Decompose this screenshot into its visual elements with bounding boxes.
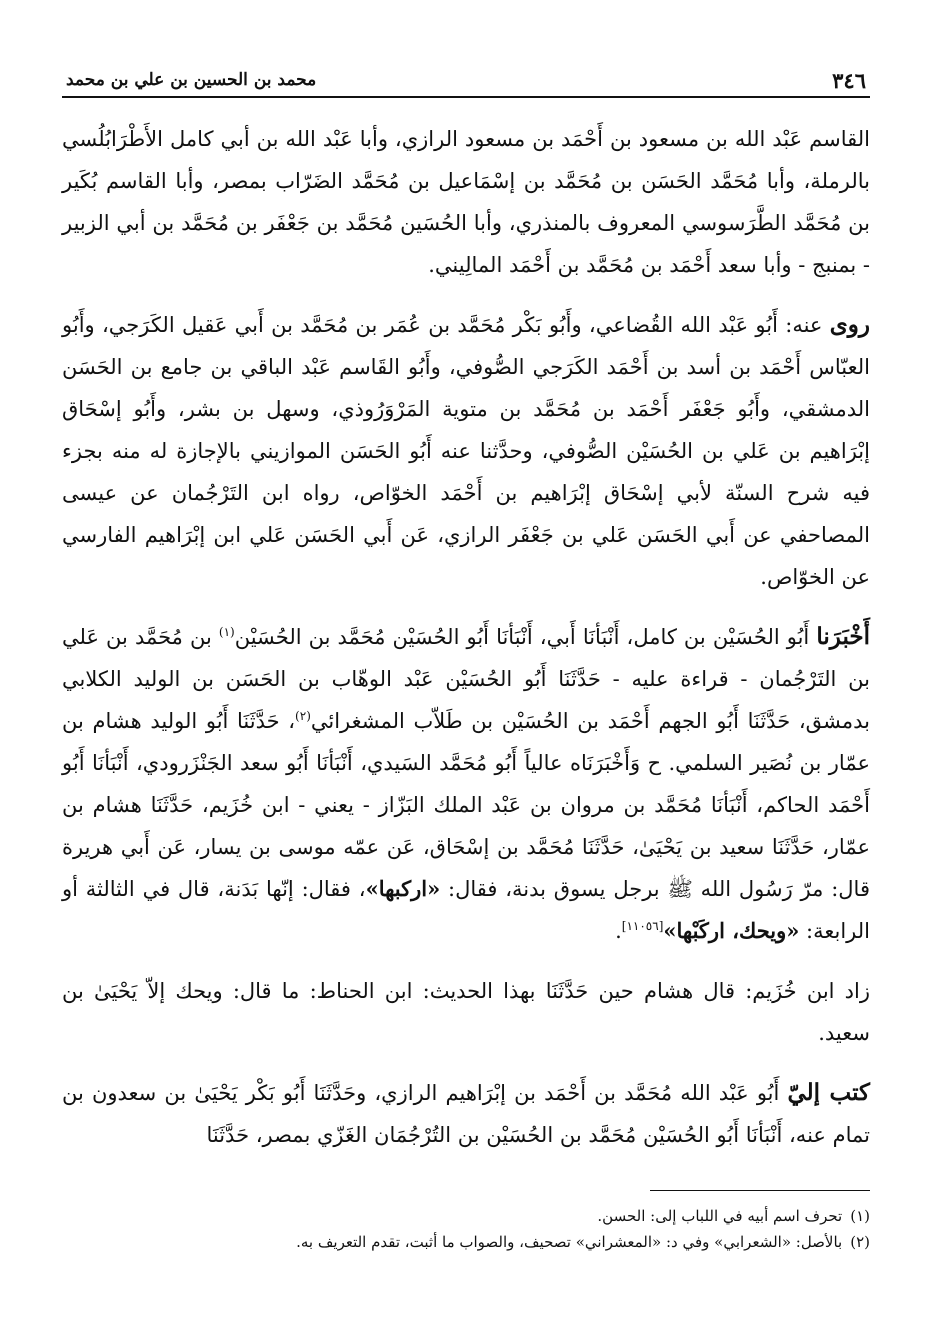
hadith-number: [١١٠٥٦] (621, 919, 664, 933)
paragraph-3-text-a: أَبُو الحُسَيْن بن كامل، أَنْبَأنَا أَبي، أَنْبَأنَا أَبُو الحُسَيْن مُحَمَّد بن الحُسَيْن (234, 625, 817, 649)
hadith-quote-1: «اركبها» (365, 876, 441, 901)
footnote-1 (62, 1203, 870, 1229)
paragraph-5 (62, 1072, 870, 1156)
footnote-1-text: تحرف اسم أبيه في اللباب إلى: الحسن. (597, 1207, 843, 1225)
footnote-ref-1: (١) (218, 625, 235, 639)
paragraph-2 (62, 304, 870, 598)
paragraph-1 (62, 118, 870, 286)
hadith-quote-2: «ويحك، اركَبْها» (663, 918, 800, 943)
running-title: محمد بن الحسين بن علي بن محمد (66, 70, 317, 90)
footnote-2-mark: (٢) (850, 1233, 870, 1251)
footnotes (62, 1203, 870, 1255)
paragraph-3-text-c: ، حَدَّثَنَا أَبُو الوليد هشام بن عمّار بن نُصَير السلمي. ح وَأَخْبَرَنَاه عالياً أَبُو مُحَمَّد السَيدي، أَنْبَأنَا أَبُو سعد الجَنْزَرودي، أَنْبَأنَا أَبُو أَحْمَد الحاكم، أَنْبَأنَا مُحَمَّد بن مروان بن عَبْد الملك البَزّاز - يعني - ابن خُزَيم، حَدَّثَنَا هشام بن عمّار، حَدَّثَنَا سعيد بن يَحْيَىٰ، حَدَّثَنَا مُحَمَّد بن إسْحَاق، عَن عمّه موسى بن يسار، عَن أَبي هريرة قال: مرّ رَسُول الله ﷺ برجل يسوق بدنة، فقال: (62, 709, 870, 901)
paragraph-1-text: القاسم عَبْد الله بن مسعود بن أَحْمَد بن مسعود الرازي، وأبا عَبْد الله بن أبي كامل الأَطْرَابُلُسي بالرملة، وأبا مُحَمَّد الحَسَن بن مُحَمَّد بن إسْمَاعيل بن مُحَمَّد الضَرّاب بمصر، وأبا القاسم بُكَير بن مُحَمَّد الطَّرَسوسي المعروف بالمنذري، وأبا الحُسَين مُحَمَّد بن جَعْفَر بن مُحَمَّد بن أبي الزبير - بمنبج - وأبا سعد أَحْمَد بن مُحَمَّد بن أَحْمَد المالِيني. (62, 127, 870, 277)
footnote-ref-2: (٢) (295, 709, 311, 723)
footnote-divider (650, 1190, 870, 1191)
page-number: ٣٤٦ (832, 68, 866, 93)
paragraph-3-text-b: بن مُحَمَّد بن عَلي بن التَرْجُمان - قراءة عليه - حَدَّثَنَا أَبُو الحُسَيْن عَبْد الوهّاب بن الحَسَن بن الوليد الكلابي بدمشق، حَدَّثَنَا أَبُو الجهم أَحْمَد بن الحُسَيْن بن طَلاّب المشغرائي (62, 625, 870, 733)
main-text (62, 118, 870, 1156)
paragraph-3-text-d: ، فقال: إنّها بَدَنة، قال في الثالثة أو الرابعة: (62, 877, 870, 943)
paragraph-4 (62, 970, 870, 1054)
paragraph-2-lead-word: روى (829, 311, 870, 338)
running-header (62, 62, 870, 98)
paragraph-3-lead-word: أَخْبَرَنا (816, 623, 870, 650)
footnote-2 (62, 1229, 870, 1255)
footnote-2-text: بالأصل: «الشعرابي» وفي د: «المعشراني» تصحيف، والصواب ما أثبت، تقدم التعريف به. (296, 1233, 843, 1251)
paragraph-2-text: عنه: أَبُو عَبْد الله القُضاعي، وأَبُو بَكْر مُحَمَّد بن عُمَر بن مُحَمَّد بن أَبي عَقيل الكَرَجي، وأَبُو العبّاس أَحْمَد بن أسد بن أَحْمَد الكَرَجي الصُّوفي، وأَبُو القَاسم عَبْد الباقي بن جامع بن الحَسَن الدمشقي، وأَبُو جَعْفَر أَحْمَد بن مُحَمَّد بن متوية المَرْوَرُوذي، وسهل بن بشر، وأَبُو إسْحَاق إبْرَاهيم بن عَلي بن الحُسَيْن الصُّوفي، وحدَّثنا عنه أَبُو الحَسَن الموازيني بالإجازة له منه بجزء فيه شرح السنّة لأبي إسْحَاق إبْرَاهيم بن أَحْمَد الخوّاص، رواه ابن التَرْجُمان عن عيسى المصاحفي عن أَبي الحَسَن عَلي بن جَعْفَر الرازي، عَن أَبي الحَسَن عَلي ابن إبْرَاهيم الفارسي عن الخوّاص. (62, 313, 870, 589)
paragraph-5-lead-word: كتب إليّ (787, 1079, 870, 1106)
paragraph-3 (62, 616, 870, 952)
paragraph-3-text-e: . (615, 919, 622, 943)
paragraph-4-text: زاد ابن خُزَيم: قال هشام حين حَدَّثَنَا بهذا الحديث: ابن الحناط: ما قال: ويحك إلاّ يَحْيَىٰ بن سعيد. (62, 979, 870, 1045)
footnote-1-mark: (١) (850, 1207, 870, 1225)
paragraph-5-text: أَبُو عَبْد الله مُحَمَّد بن أَحْمَد بن إبْرَاهيم الرازي، وحَدَّثَنَا أَبُو بَكْر يَحْيَىٰ بن سعدون بن تمام عنه، أَنْبَأنَا أَبُو الحُسَيْن مُحَمَّد بن الحُسَيْن بن التُرْجُمَان الغَزّي بمصر، حَدَّثَنَا (62, 1081, 870, 1147)
